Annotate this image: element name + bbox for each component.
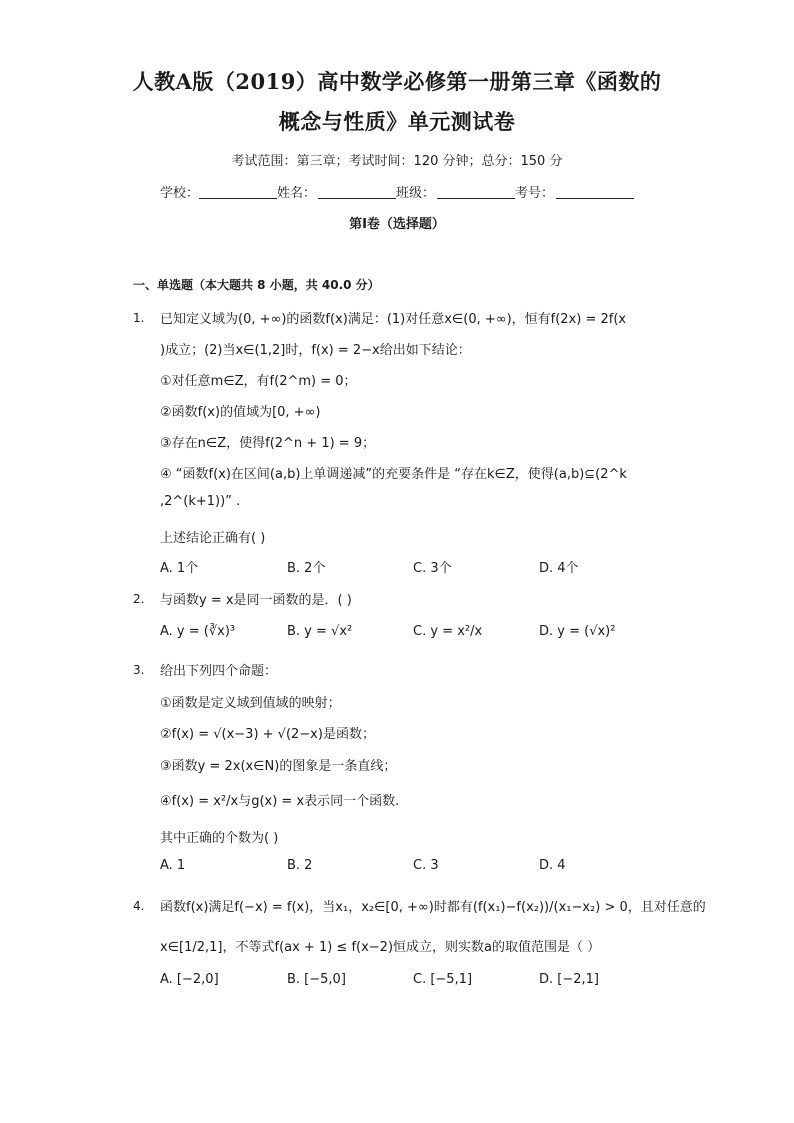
question-3-line-4: ③函数y = 2x(x∈N)的图象是一条直线； xyxy=(160,759,397,774)
question-1-line-4: ②函数f(x)的值域为[0, +∞) xyxy=(160,405,321,420)
school-blank[interactable] xyxy=(199,185,277,199)
question-4-option-d[interactable]: D. [−2,1] xyxy=(539,972,599,987)
question-2-option-c[interactable]: C. y = x²/x xyxy=(413,624,483,639)
question-1-line-8: 上述结论正确有( ) xyxy=(160,531,266,546)
question-4-line-2: x∈[1/2,1]，不等式f(ax + 1) ≤ f(x−2)恒成立，则实数a的取值范围是（ ） xyxy=(160,940,601,955)
question-1-line-6: ④ “函数f(x)在区间(a,b)上单调递减”的充要条件是 “存在k∈Z，使得(a,b)⊆(2^k xyxy=(160,467,627,482)
question-4-option-a[interactable]: A. [−2,0] xyxy=(160,972,219,987)
question-3-option-a[interactable]: A. 1 xyxy=(160,858,186,873)
section-heading: 一、单选题（本大题共 8 小题，共 40.0 分） xyxy=(133,278,380,292)
question-4-number: 4. xyxy=(133,899,145,913)
question-3-line-1: 给出下列四个命题： xyxy=(160,664,278,679)
question-4-option-b[interactable]: B. [−5,0] xyxy=(287,972,346,987)
question-2-number: 2. xyxy=(133,592,145,606)
question-1-line-3: ①对任意m∈Z，有f(2^m) = 0； xyxy=(160,374,357,389)
question-1-option-a[interactable]: A. 1个 xyxy=(160,561,199,576)
school-label: 学校： xyxy=(160,186,200,201)
volume-heading: 第I卷（选择题） xyxy=(349,217,445,232)
id-blank[interactable] xyxy=(556,185,634,199)
class-label: 班级： xyxy=(396,186,436,201)
student-info-line xyxy=(160,182,634,201)
question-1-option-d[interactable]: D. 4个 xyxy=(539,561,579,576)
question-3-option-d[interactable]: D. 4 xyxy=(539,858,566,873)
title-line-1: 人教A版（2019）高中数学必修第一册第三章《函数的 xyxy=(132,69,662,94)
question-1-line-5: ③存在n∈Z，使得f(2^n + 1) = 9； xyxy=(160,436,376,451)
question-1-line-7: ,2^(k+1))” . xyxy=(160,494,241,509)
question-1-number: 1. xyxy=(133,311,145,325)
question-2-option-d[interactable]: D. y = (√x)² xyxy=(539,624,616,639)
question-3-option-b[interactable]: B. 2 xyxy=(287,858,313,873)
question-2-stem: 与函数y = x是同一函数的是．( ) xyxy=(160,593,352,608)
exam-info: 考试范围：第三章；考试时间：120 分钟；总分：150 分 xyxy=(231,154,563,169)
id-label: 考号： xyxy=(515,186,555,201)
question-4-option-c[interactable]: C. [−5,1] xyxy=(413,972,473,987)
question-3-line-5: ④f(x) = x²/x与g(x) = x表示同一个函数. xyxy=(160,794,400,809)
question-1-option-b[interactable]: B. 2个 xyxy=(287,561,326,576)
class-blank[interactable] xyxy=(437,185,515,199)
question-1-line-2: )成立；(2)当x∈(1,2]时，f(x) = 2−x给出如下结论： xyxy=(160,343,471,358)
question-1-option-c[interactable]: C. 3个 xyxy=(413,561,452,576)
name-blank[interactable] xyxy=(318,185,396,199)
question-4-line-1: 函数f(x)满足f(−x) = f(x)，当x₁，x₂∈[0, +∞)时都有(f(x₁)−f(x₂))/(x₁−x₂) > 0，且对任意的 xyxy=(160,900,706,915)
question-3-line-2: ①函数是定义域到值域的映射； xyxy=(160,696,341,711)
name-label: 姓名： xyxy=(277,186,317,201)
question-3-line-6: 其中正确的个数为( ) xyxy=(160,831,279,846)
question-2-option-a[interactable]: A. y = (∛x)³ xyxy=(160,624,236,639)
question-2-option-b[interactable]: B. y = √x² xyxy=(287,624,353,639)
question-3-option-c[interactable]: C. 3 xyxy=(413,858,439,873)
question-3-number: 3. xyxy=(133,663,145,677)
question-1-line-1: 已知定义域为(0, +∞)的函数f(x)满足：(1)对任意x∈(0, +∞)，恒有f(2x) = 2f(x xyxy=(160,312,627,327)
question-3-line-3: ②f(x) = √(x−3) + √(2−x)是函数； xyxy=(160,727,375,742)
title-line-2: 概念与性质》单元测试卷 xyxy=(278,109,516,134)
